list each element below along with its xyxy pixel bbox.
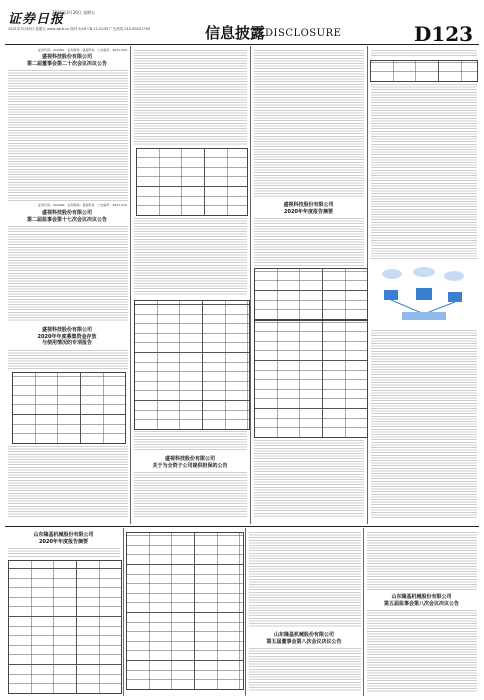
article-body <box>367 532 477 590</box>
article-title: 山东隆基机械股份有限公司 第五届董事会第八次会议决议公告 <box>266 632 342 645</box>
data-table <box>254 320 368 438</box>
article-body <box>8 70 128 202</box>
article-title: 盛视科技股份有限公司 2020年年度募集资金存放 与使用情况的专项报告 <box>37 327 97 346</box>
section-title: 信息披露 <box>205 24 266 42</box>
article-body <box>134 431 247 451</box>
business-infographic <box>372 262 476 326</box>
article-body <box>254 50 364 198</box>
article-body <box>134 218 247 296</box>
article-title: 山东隆基机械股份有限公司 第五届监事会第八次会议决议公告 <box>383 594 459 607</box>
article-body <box>254 440 364 518</box>
article-title: 盛视科技股份有限公司 2020年年度报告摘要 <box>283 202 334 215</box>
column-divider <box>250 46 251 524</box>
article-body <box>371 330 477 518</box>
data-table <box>134 300 250 430</box>
article-title: 盛视科技股份有限公司 第二届董事会第二十次会议决议公告 <box>26 54 107 67</box>
data-table <box>126 532 244 690</box>
data-table <box>12 372 126 444</box>
dateline: 2021年3月26日 星期五 www.zqrb.cn 周刊 5/16 CN 11-0235 广告热线 010-83251700 <box>8 27 151 31</box>
column-divider <box>130 46 131 524</box>
article-body <box>134 50 247 146</box>
article-body <box>8 350 128 370</box>
data-table <box>8 560 122 694</box>
data-table <box>136 148 248 216</box>
masthead <box>0 0 484 44</box>
article-body <box>371 84 477 260</box>
article-body <box>249 648 361 692</box>
section-rule <box>5 526 479 527</box>
article-body <box>249 532 361 628</box>
article-title: 盛视科技股份有限公司 关于为全资子公司提供担保的公告 <box>152 456 228 469</box>
article-title: 盛视科技股份有限公司 第二届监事会第十七次会议决议公告 <box>26 210 107 223</box>
issue-info: 2021年3月26日 星期五 <box>52 10 96 15</box>
article-codeline: 证券代码：002990 证券简称：盛视科技 公告编号：2021-010 <box>38 203 127 207</box>
column-divider <box>363 528 364 696</box>
article-body <box>367 610 477 692</box>
article-body <box>134 472 247 518</box>
data-table <box>254 268 368 320</box>
masthead-rule <box>5 44 479 45</box>
article-body <box>371 50 477 58</box>
article-codeline: 证券代码：002990 证券简称：盛视科技 公告编号：2021-009 <box>38 48 127 52</box>
column-divider <box>245 528 246 696</box>
article-body <box>8 446 128 518</box>
data-table <box>370 60 478 82</box>
paper-logo: 证券日报 <box>8 12 65 27</box>
article-body <box>254 218 364 266</box>
column-divider <box>123 528 124 696</box>
page-number: D123 <box>414 22 474 46</box>
article-body <box>8 548 120 558</box>
section-title-en: DISCLOSURE <box>265 28 342 39</box>
article-body <box>8 226 128 322</box>
article-title: 山东隆基机械股份有限公司 2020年年度报告摘要 <box>33 532 94 545</box>
